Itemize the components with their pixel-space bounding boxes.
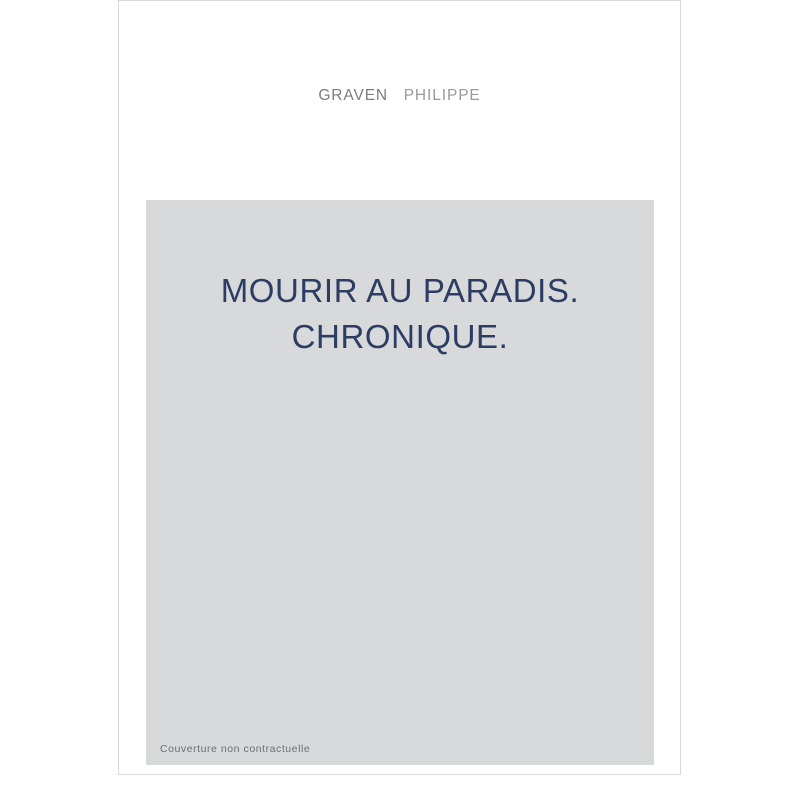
cover-title-line-2: CHRONIQUE. [291, 318, 509, 355]
cover-title [146, 268, 654, 360]
book-cover-sheet [118, 0, 681, 775]
author-lastname: GRAVEN [318, 87, 389, 104]
cover-artwork-placeholder [146, 200, 654, 765]
author-line [119, 87, 680, 105]
cover-disclaimer: Couverture non contractuelle [160, 743, 311, 755]
author-firstname: PHILIPPE [403, 87, 481, 104]
cover-title-line-1: MOURIR AU PARADIS. [220, 272, 580, 309]
